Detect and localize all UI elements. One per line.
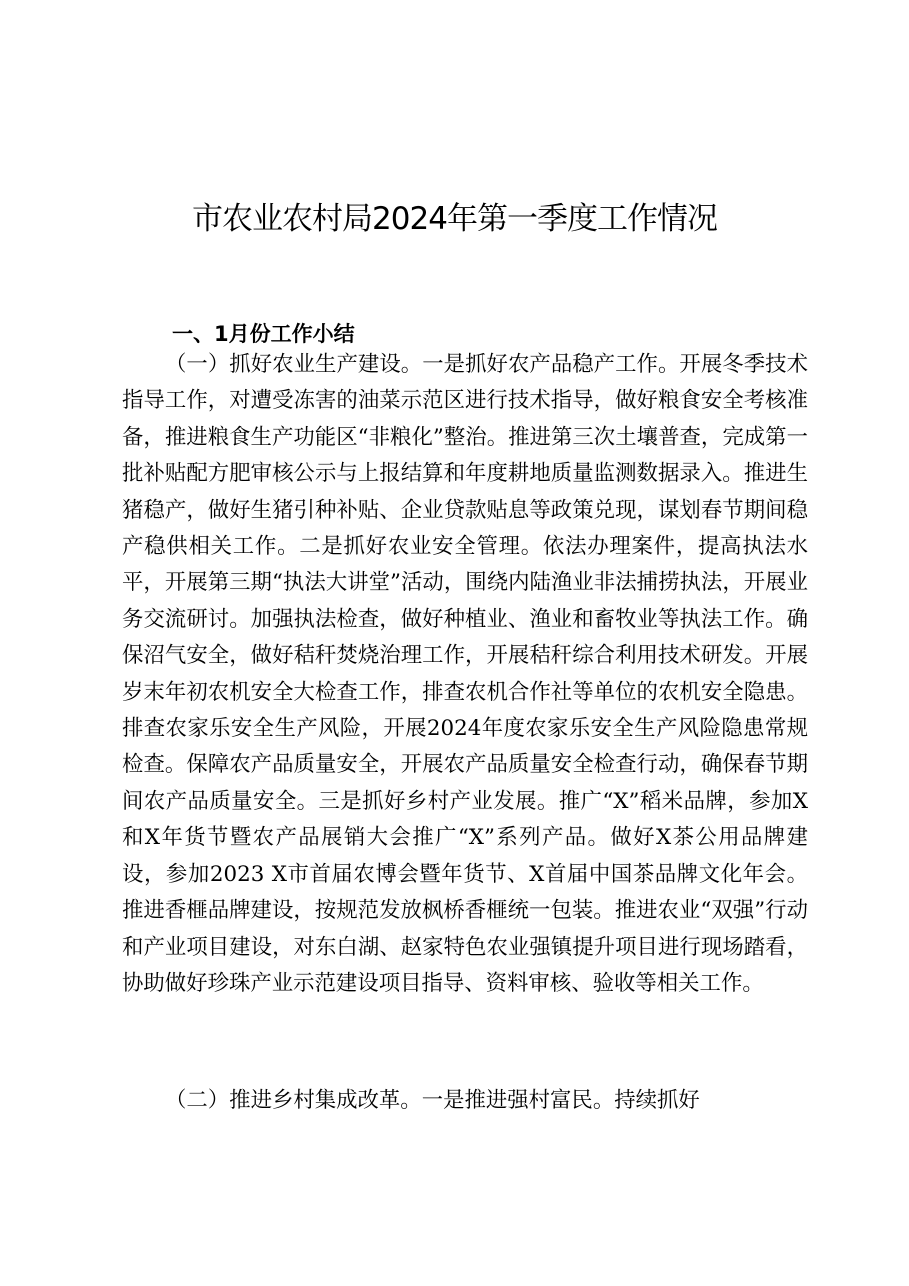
body-paragraph: （一）抓好农业生产建设。一是抓好农产品稳产工作。开展冬季技术指导工作，对遭受冻害的油菜示范区进行技术指导，做好粮食安全考核准备，推进粮食生产功能区“非粮化”整治。推进第三次土壤普查，完成第一批补贴配方肥审核公示与上报结算和年度耕地质量监测数据录入。推进生猪稳产，做好生猪引种补贴、企业贷款贴息等政策兑现，谋划春节期间稳产稳供相关工作。二是抓好农业安全管理。依法办理案件，提高执法水平，开展第三期“执法大讲堂”活动，围绕内陆渔业非法捕捞执法，开展业务交流研讨。加强执法检查，做好种植业、渔业和畜牧业等执法工作。确保沼气安全，做好秸秆焚烧治理工作，开展秸秆综合利用技术研发。开展岁末年初农机安全大检查工作，排查农机合作社等单位的农机安全隐患。排查农家乐安全生产风险，开展2024年度农家乐安全生产风险隐患常规检查。保障农产品质量安全，开展农产品质量安全检查行动，确保春节期间农产品质量安全。三是抓好乡村产业发展。推广“X”稻米品牌，参加X和X年货节暨农产品展销大会推广“X”系列产品。做好X茶公用品牌建设，参加2023 X市首届农博会暨年货节、X首届中国茶品牌文化年会。推进香榧品牌建设，按规范发放枫桥香榧统一包装。推进农业“双强”行动和产业项目建设，对东白湖、赵家特色农业强镇提升项目进行现场踏看，协助做好珍珠产业示范建设项目指导、资料审核、验收等相关工作。 <box>122 352 808 996</box>
section-heading: 一、1月份工作小结 <box>172 322 355 346</box>
body-paragraph: （二）推进乡村集成改革。一是推进强村富民。持续抓好 <box>165 1088 700 1113</box>
document-title: 市农业农村局2024年第一季度工作情况 <box>192 201 717 237</box>
